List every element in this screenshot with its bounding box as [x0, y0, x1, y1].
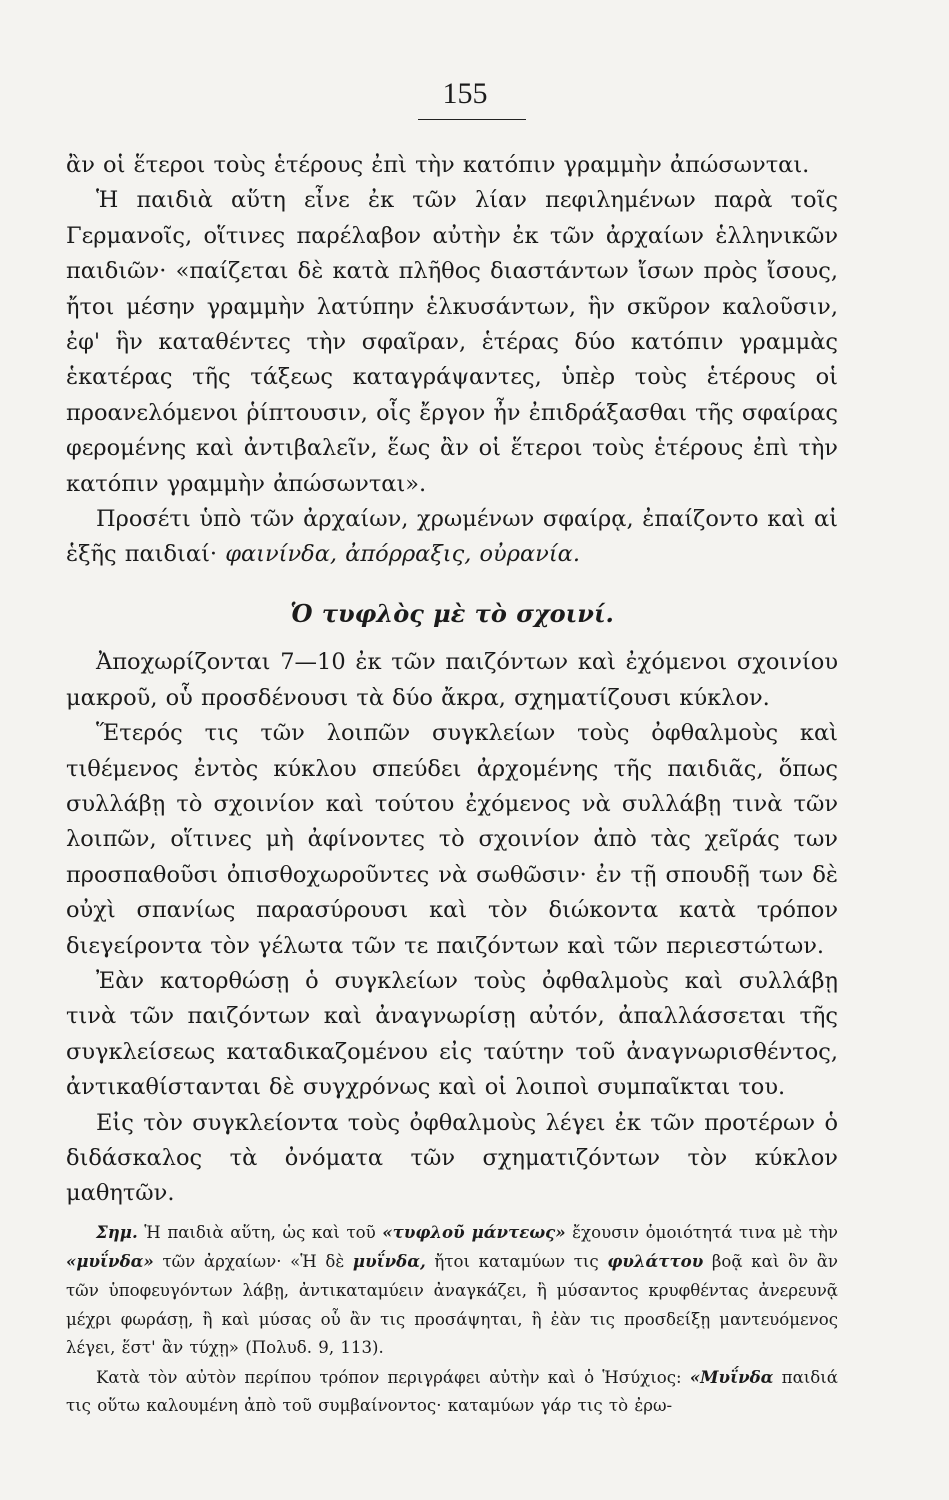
note-2-text-a: Κατὰ τὸν αὐτὸν περίπου τρόπον περιγράφει αὐτὴν καὶ ὁ Ἡσύχιος:: [96, 1367, 682, 1387]
paragraph-1: Ἡ παιδιὰ αὕτη εἶνε ἐκ τῶν λίαν πεφιλημένων παρὰ τοῖς Γερμανοῖς, οἵτινες παρέλαβον αὐτὴν ἐκ τῶν ἀρχαίων ἑλληνικῶν παιδιῶν· «παίζεται δὲ κατὰ πλῆθος διαστάντων ἴσων πρὸς ἴσους, ἤτοι μέσην γραμμὴν λατύπην ἑλκυσάντων, ἣν σκῦρον καλοῦσιν, ἐφ' ἣν καταθέντες τὴν σφαῖραν, ἑτέρας δύο κατόπιν γραμμὰς ἑκατέρας τῆς τάξεως καταγράψαντες, ὑπὲρ τοὺς ἑτέρους οἱ προανελόμενοι ῥίπτουσιν, οἷς ἔργον ἦν ἐπιδράξασθαι τῆς σφαίρας φερομένης καὶ ἀντιβαλεῖν, ἕως ἂν οἱ ἕτεροι τοὺς ἑτέρους ἐπὶ τὴν κατόπιν γραμμὴν ἀπώσωνται».: [66, 187, 838, 497]
note-1-term-b: «μυΐνδα»: [66, 1251, 154, 1272]
note-1-term-c: μυΐνδα,: [352, 1251, 426, 1272]
note-label: Σημ.: [96, 1221, 138, 1242]
note-1-text-c: τῶν ἀρχαίων· «Ἡ δὲ: [162, 1252, 345, 1272]
games-list: φαινίνδα, ἀπόρραξις, οὐρανία.: [225, 541, 580, 568]
paragraph-2: [66, 502, 838, 573]
footnote-1: [66, 1218, 838, 1363]
footnote-2: [66, 1363, 838, 1421]
note-1-text-a: Ἡ παιδιὰ αὕτη, ὡς καὶ τοῦ: [144, 1222, 376, 1242]
note-2-term: «Μυΐνδα: [689, 1366, 774, 1387]
paragraph-4: Ἕτερός τις τῶν λοιπῶν συγκλείων τοὺς ὀφθαλμοὺς καὶ τιθέμενος ἐντὸς κύκλου σπεύδει ἀρχομένης τῆς παιδιᾶς, ὅπως συλλάβῃ τὸ σχοινίον καὶ τούτου ἐχόμενος νὰ συλλάβῃ τινὰ τῶν λοιπῶν, οἵτινες μὴ ἀφίνοντες τὸ σχοινίον ἀπὸ τὰς χεῖράς των προσπαθοῦσι ὀπισθοχωροῦντες νὰ σωθῶσιν· ἐν τῇ σπουδῇ των δὲ οὐχὶ σπανίως παρασύρουσι καὶ τὸν διώκοντα κατὰ τρόπον διεγείροντα τὸν γέλωτα τῶν τε παιζόντων καὶ τῶν περιεστώτων.: [66, 720, 838, 959]
section-heading: Ὁ τυφλὸς μὲ τὸ σχοινί.: [290, 598, 614, 628]
paragraph-2-lead: Προσέτι ὑπὸ τῶν ἀρχαίων, χρωμένων σφαίρᾳ, ἐπαίζοντο καὶ αἱ ἑξῆς παιδιαί·: [66, 506, 838, 568]
paragraph-6: Εἰς τὸν συγκλείοντα τοὺς ὀφθαλμοὺς λέγει ἐκ τῶν προτέρων ὁ διδάσκαλος τὰ ὀνόματα τῶν σχηματιζόντων τὸν κύκλον μαθητῶν.: [66, 1109, 838, 1207]
paragraph-3: Ἀποχωρίζονται 7—10 ἐκ τῶν παιζόντων καὶ ἐχόμενοι σχοινίου μακροῦ, οὗ προσδένουσι τὰ δύο ἄκρα, σχηματίζουσι κύκλον.: [66, 649, 838, 711]
note-2-text-b: παιδιά τις οὕτω καλουμένη ἀπὸ τοῦ συμβαίνοντος· καταμύων γάρ τις τὸ ἐρω-: [66, 1367, 838, 1416]
note-1-term-a: «τυφλοῦ μάντεως»: [382, 1221, 566, 1242]
paragraph-0: ἂν οἱ ἕτεροι τοὺς ἑτέρους ἐπὶ τὴν κατόπιν γραμμὴν ἀπώσωνται.: [66, 152, 810, 178]
page-number: 155: [442, 77, 488, 110]
note-1-term-d: φυλάττου: [607, 1251, 704, 1272]
note-1-text-b: ἔχουσιν ὁμοιότητά τινα μὲ τὴν: [572, 1222, 838, 1242]
note-1-text-e: βοᾷ καὶ ὃν ἂν τῶν ὑποφευγόντων λάβῃ, ἀντικαταμύειν ἀναγκάζει, ἢ μύσαντος κρυφθέντας ἀνερευνᾷ μέχρι φωράσῃ, ἢ καὶ μύσας οὗ ἂν τις προσάψηται, ἢ ἐὰν τις προσδείξῃ μαντευόμενος λέγει, ἕστ' ἂν τύχῃ» (Πολυδ. 9, 113).: [66, 1252, 838, 1358]
body-text: [66, 148, 838, 1421]
page-number-rule: [418, 119, 526, 120]
paragraph-5: Ἐὰν κατορθώσῃ ὁ συγκλείων τοὺς ὀφθαλμοὺς καὶ συλλάβῃ τινὰ τῶν παιζόντων καὶ ἀναγνωρίσῃ αὐτόν, ἀπαλλάσσεται τῆς συγκλείσεως καταδικαζομένου εἰς ταύτην τοῦ ἀναγνωρισθέντος, ἀντικαθίστανται δὲ συγχρόνως καὶ οἱ λοιποὶ συμπαῖκται του.: [66, 967, 838, 1101]
note-1-text-d: ἤτοι καταμύων τις: [434, 1252, 599, 1272]
